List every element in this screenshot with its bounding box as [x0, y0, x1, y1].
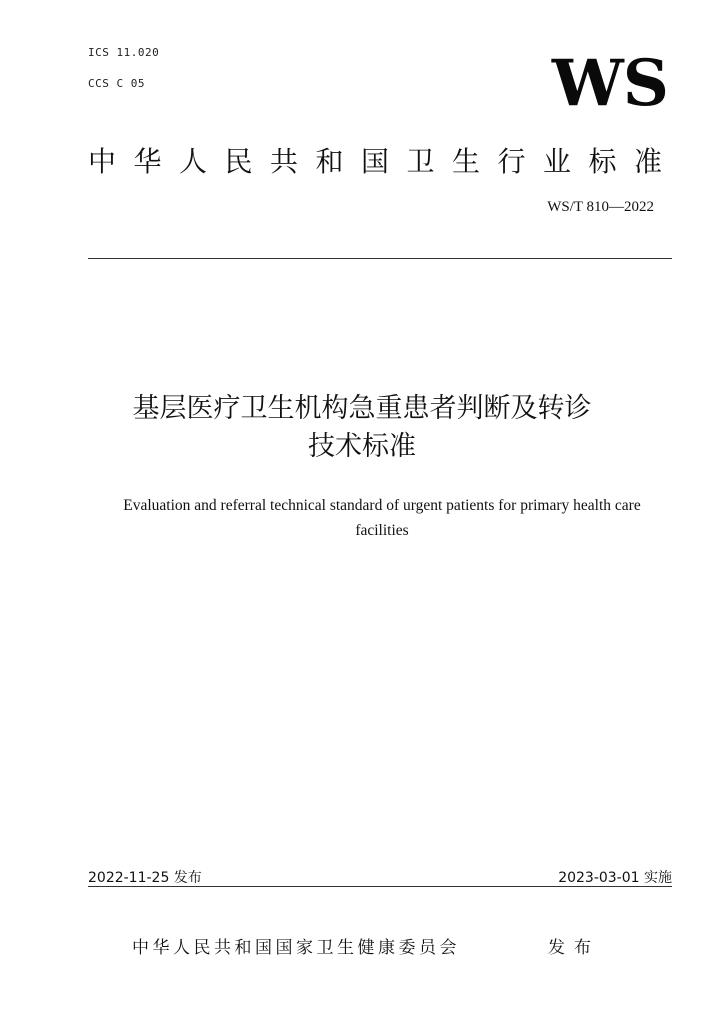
issue-date: 2022-11-25 发布: [88, 870, 202, 886]
chinese-title-line-2: 技术标准: [308, 431, 416, 462]
chinese-title-line-1: 基层医疗卫生机构急重患者判断及转诊: [132, 393, 592, 424]
publish-label: 发布: [548, 938, 600, 958]
ics-code: ICS 11.020: [88, 46, 160, 59]
implementation-date: 2023-03-01 实施: [558, 870, 672, 886]
standard-number: WS/T 810—2022: [547, 199, 654, 215]
publisher-name: 中华人民共和国国家卫生健康委员会: [132, 938, 460, 958]
bottom-divider: [88, 886, 672, 887]
top-divider: [88, 258, 672, 259]
english-title-line-1: Evaluation and referral technical standard of urgent patients for primary health care: [123, 497, 641, 514]
ccs-code: CCS C 05: [88, 77, 145, 90]
english-title: [90, 493, 674, 543]
chinese-title: [60, 390, 664, 466]
ws-logo: WS: [551, 46, 668, 121]
industry-standard-heading: 中华人民共和国卫生行业标准: [88, 145, 680, 178]
english-title-line-2: facilities: [355, 522, 409, 539]
